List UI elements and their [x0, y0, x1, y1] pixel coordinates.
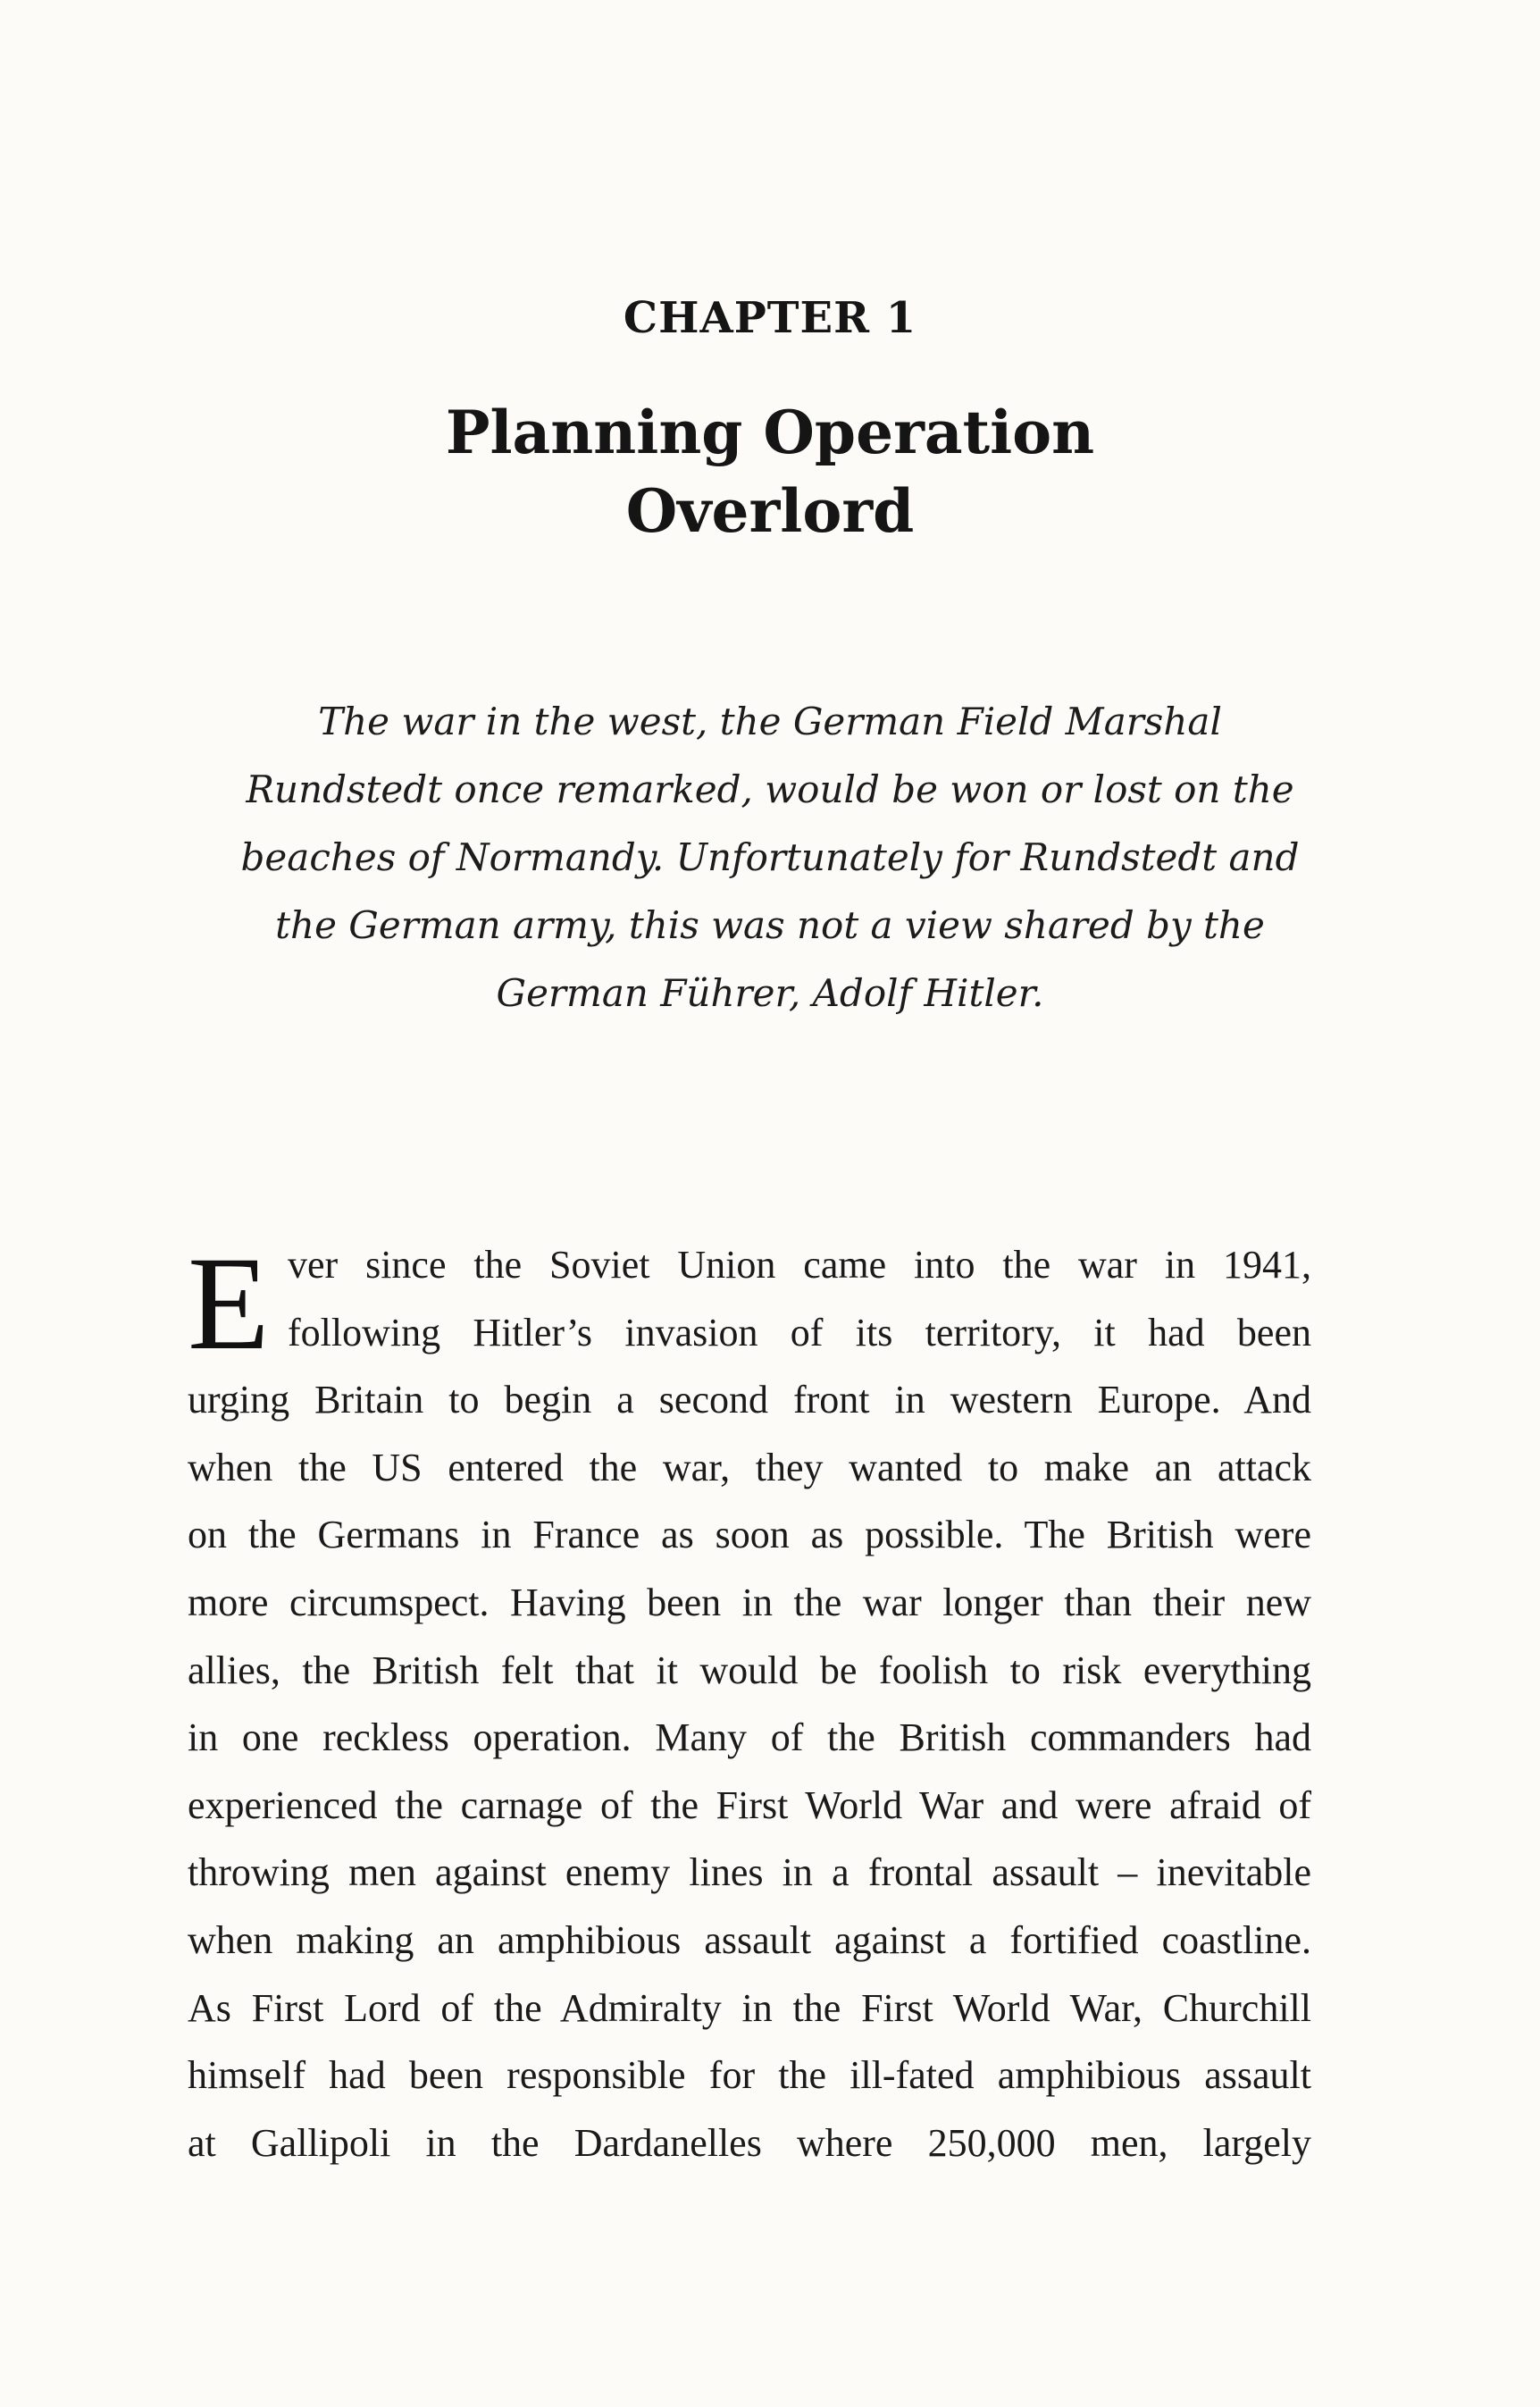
body-line: when the US entered the war, they wanted to make an attack	[188, 1445, 1311, 1489]
body-line: when making an amphibious assault against a fortified coastline.	[188, 1917, 1311, 1962]
body-line: ver since the Soviet Union came into the war in 1941,	[288, 1243, 1311, 1287]
chapter-label: CHAPTER 1	[623, 293, 917, 343]
epigraph-line: German Führer, Adolf Hitler.	[496, 971, 1044, 1015]
epigraph-line: The war in the west, the German Field Marshal	[318, 700, 1222, 743]
body-line: in one reckless operation. Many of the British commanders had	[188, 1715, 1311, 1760]
drop-cap: E	[188, 1229, 270, 1378]
body-line: As First Lord of the Admiralty in the First World War, Churchill	[188, 1985, 1311, 2030]
body-line: experienced the carnage of the First World War and were afraid of	[188, 1782, 1311, 1827]
body-line: allies, the British felt that it would be foolish to risk everything	[188, 1648, 1311, 1692]
chapter-title-line: Overlord	[625, 476, 915, 546]
body-text	[188, 1231, 1311, 2176]
epigraph-line: Rundstedt once remarked, would be won or lost on the	[246, 767, 1294, 811]
epigraph-line: the German army, this was not a view shared by the	[275, 903, 1265, 947]
body-line: following Hitler’s invasion of its territory, it had been	[288, 1310, 1311, 1354]
body-line: himself had been responsible for the ill-fated amphibious assault	[188, 2053, 1311, 2098]
epigraph	[197, 688, 1343, 1027]
chapter-title	[0, 393, 1540, 550]
body-line: urging Britain to begin a second front in western Europe. And	[188, 1378, 1311, 1422]
epigraph-line: beaches of Normandy. Unfortunately for Rundstedt and	[240, 835, 1300, 879]
body-line: throwing men against enemy lines in a frontal assault – inevitable	[188, 1850, 1311, 1895]
body-line: on the Germans in France as soon as possible. The British were	[188, 1513, 1311, 1557]
body-line: more circumspect. Having been in the war longer than their new	[188, 1580, 1311, 1624]
body-line: at Gallipoli in the Dardanelles where 250,000 men, largely	[188, 2120, 1311, 2165]
chapter-title-line: Planning Operation	[445, 398, 1095, 467]
